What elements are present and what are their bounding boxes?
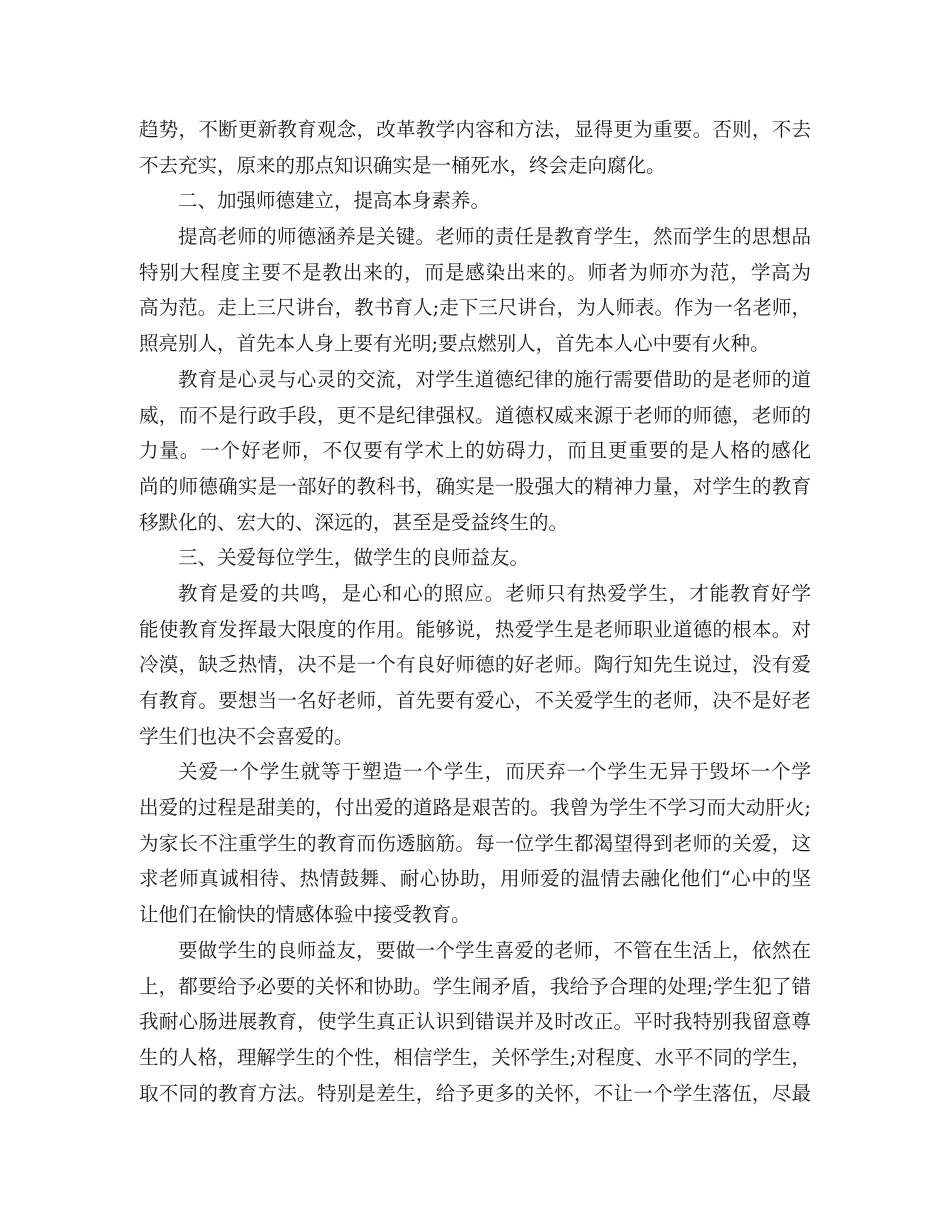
text-line: 取不同的教育方法。特别是差生，给予更多的关怀，不让一个学生落伍，尽最 (139, 1081, 811, 1105)
text-line: 移默化的、宏大的、深远的，甚至是受益终生的。 (139, 510, 569, 534)
text-line: 趋势，不断更新教育观念，改革教学内容和方法，显得更为重要。否则，不去 (139, 118, 811, 141)
text-line: 教育是心灵与心灵的交流，对学生道德纪律的施行需要借助的是老师的道 (178, 367, 811, 391)
text-line: 不去充实，原来的那点知识确实是一桶死水，终会走向腐化。 (139, 153, 666, 177)
document-body (139, 112, 811, 1111)
text-line: 照亮别人，首先本人身上要有光明;要点燃别人，首先本人心中要有火种。 (139, 332, 770, 356)
text-line: 威，而不是行政手段，更不是纪律强权。道德权威来源于老师的师德，老师的 (139, 403, 811, 427)
text-line: 出爱的过程是甜美的，付出爱的道路是艰苦的。我曾为学生不学习而大动肝火; (139, 796, 811, 820)
text-line: 让他们在愉快的情感体验中接受教育。 (139, 903, 471, 927)
text-line: 尚的师德确实是一部好的教科书，确实是一股强大的精神力量，对学生的教育 (139, 474, 811, 498)
text-line: 有教育。要想当一名好老师，首先要有爱心，不关爱学生的老师，决不是好老 (139, 689, 811, 712)
text-line: 求老师真诚相待、热情鼓舞、耐心协助，用师爱的温情去融化他们“心中的坚 (139, 867, 811, 891)
text-line: 要做学生的良师益友，要做一个学生喜爱的老师，不管在生活上，依然在 (178, 938, 811, 962)
text-line: 上，都要给予必要的关怀和协助。学生闹矛盾，我给予合理的处理;学生犯了错 (139, 974, 811, 998)
text-line: 力量。一个好老师，不仅要有学术上的妨碍力，而且更重要的是人格的感化 (139, 439, 811, 463)
text-line: 高为范。走上三尺讲台，教书育人;走下三尺讲台，为人师表。作为一名老师， (139, 296, 811, 320)
text-line: 二、加强师德建立，提高本身素养。 (178, 189, 491, 213)
text-line: 能使教育发挥最大限度的作用。能够说，热爱学生是老师职业道德的根本。对 (139, 617, 811, 641)
text-line: 我耐心肠进展教育，使学生真正认识到错误并及时改正。平时我特别我留意尊 (139, 1010, 811, 1034)
text-line: 特别大程度主要不是教出来的，而是感染出来的。师者为师亦为范，学高为 (139, 260, 811, 284)
text-line: 学生们也决不会喜爱的。 (139, 724, 354, 748)
text-line: 教育是爱的共鸣，是心和心的照应。老师只有热爱学生，才能教育好学 (178, 581, 811, 605)
text-line: 关爱一个学生就等于塑造一个学生，而厌弃一个学生无异于毁坏一个学 (178, 760, 811, 784)
text-line: 为家长不注重学生的教育而伤透脑筋。每一位学生都渴望得到老师的关爱，这 (139, 831, 811, 855)
text-line: 三、关爱每位学生，做学生的良师益友。 (178, 546, 530, 570)
text-line: 生的人格，理解学生的个性，相信学生，关怀学生;对程度、水平不同的学生， (139, 1045, 811, 1069)
text-line: 冷漠，缺乏热情，决不是一个有良好师德的好老师。陶行知先生说过，没有爱 (139, 653, 811, 677)
text-line: 提高老师的师德涵养是关键。老师的责任是教育学生，然而学生的思想品 (178, 225, 811, 249)
